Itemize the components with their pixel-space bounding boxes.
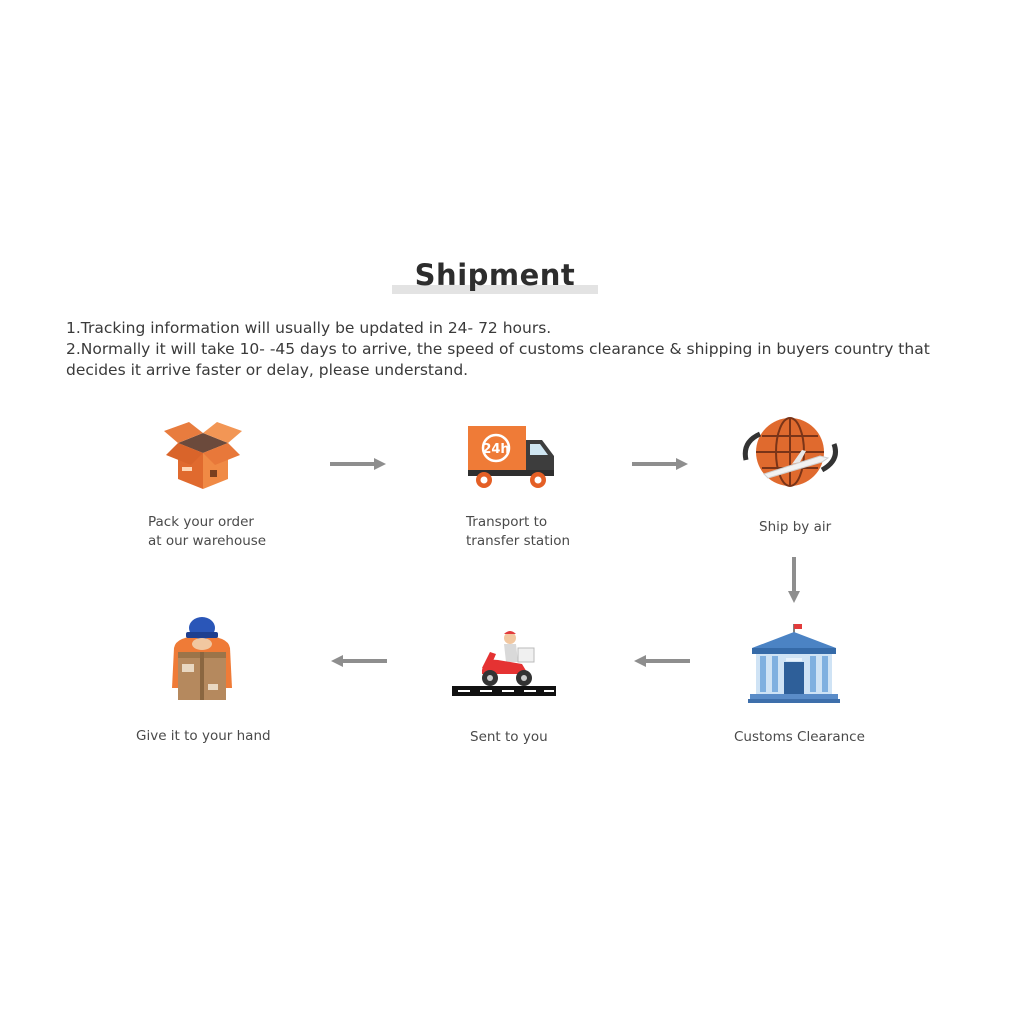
step-customs xyxy=(734,622,865,745)
step-label: Pack your order xyxy=(148,514,254,530)
note-line-2: 2.Normally it will take 10- -45 days to arrive, the speed of customs clearance & shipping in buyers country that xyxy=(66,340,930,358)
customs-building-icon xyxy=(748,622,840,704)
step-pack-order xyxy=(148,415,267,549)
shipping-notes xyxy=(66,318,946,381)
courier-with-package-icon xyxy=(164,614,240,706)
page-title: Shipment xyxy=(414,258,576,292)
step-label: Customs Clearance xyxy=(734,729,865,745)
step-transport xyxy=(466,424,571,549)
step-label: Sent to you xyxy=(470,729,548,745)
step-ship-air xyxy=(742,414,842,535)
step-label: transfer station xyxy=(466,533,571,549)
arrow-down-icon xyxy=(788,557,800,608)
step-label: Give it to your hand xyxy=(136,728,271,744)
title-block xyxy=(390,258,600,298)
arrow-right-icon xyxy=(330,457,386,475)
step-label: Ship by air xyxy=(759,519,832,535)
note-line-1: 1.Tracking information will usually be updated in 24- 72 hours. xyxy=(66,319,552,337)
truck-icon xyxy=(466,424,558,490)
arrow-left-icon xyxy=(331,654,387,672)
step-label: Transport to xyxy=(466,514,548,530)
step-deliver-hand xyxy=(136,614,271,744)
globe-plane-icon xyxy=(742,414,842,494)
step-label: at our warehouse xyxy=(148,533,267,549)
note-line-3: decides it arrive faster or delay, please understand. xyxy=(66,361,469,379)
step-sent xyxy=(452,628,556,745)
arrow-left-icon xyxy=(634,654,690,672)
scooter-courier-icon xyxy=(452,628,556,700)
truck-24h-badge: 24h xyxy=(482,442,510,457)
arrow-right-icon xyxy=(632,457,688,475)
box-icon xyxy=(160,415,246,493)
